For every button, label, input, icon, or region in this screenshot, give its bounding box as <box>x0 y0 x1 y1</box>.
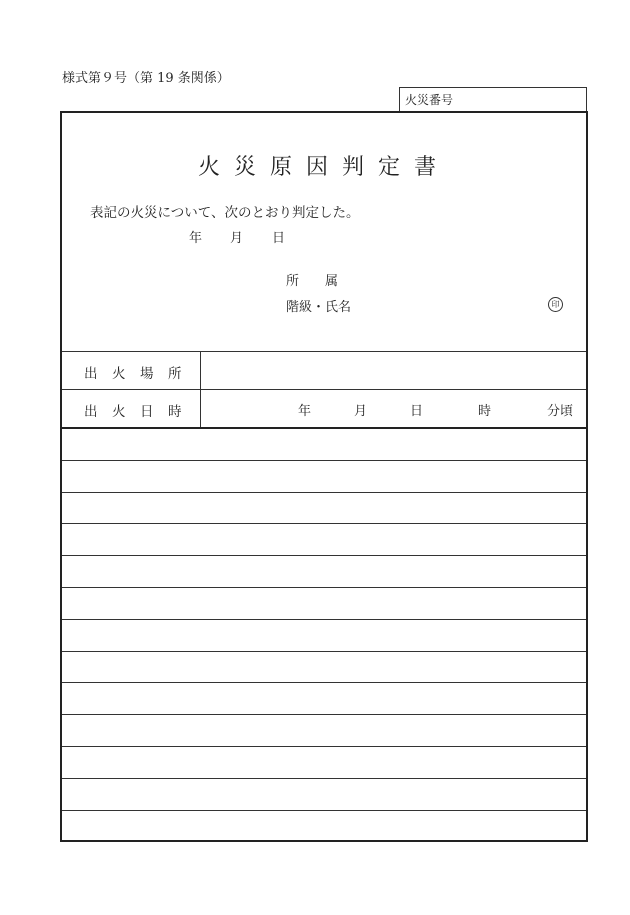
ruled-line <box>62 587 586 588</box>
fire-datetime-label <box>84 400 196 420</box>
datetime-day-label: 日 <box>410 404 424 419</box>
label-char: 日 <box>140 404 154 420</box>
date-month-label: 月 <box>230 231 244 246</box>
date-year-label: 年 <box>189 231 203 246</box>
datetime-hour-label: 時 <box>478 404 492 419</box>
rank-name-label: 階級・氏名 <box>286 300 352 315</box>
fire-number-field[interactable] <box>399 87 587 111</box>
label-char: 出 <box>84 404 98 420</box>
statement-text: 表記の火災について、次のとおり判定した。 <box>90 205 360 221</box>
ruled-line <box>62 778 586 779</box>
fire-number-label: 火災番号 <box>405 93 454 107</box>
section-divider <box>62 427 586 429</box>
ruled-line <box>62 619 586 620</box>
label-char: 火 <box>112 366 126 382</box>
ruled-line <box>62 714 586 715</box>
ruled-line <box>62 746 586 747</box>
datetime-minute-label: 分頃 <box>547 404 574 419</box>
ruled-line <box>62 810 586 811</box>
label-char: 場 <box>140 366 154 382</box>
label-char: 出 <box>84 366 98 382</box>
document-title: 火災原因判定書 <box>197 155 450 180</box>
ruled-line <box>62 651 586 652</box>
label-char: 火 <box>112 404 126 420</box>
ruled-line <box>62 492 586 493</box>
fire-location-field[interactable] <box>201 352 588 389</box>
ruled-line <box>62 460 586 461</box>
ruled-line <box>62 523 586 524</box>
fire-location-label <box>84 362 196 382</box>
seal-icon: 印 <box>548 297 563 312</box>
ruled-line <box>62 682 586 683</box>
ruled-line <box>62 555 586 556</box>
date-day-label: 日 <box>272 231 286 246</box>
datetime-year-label: 年 <box>298 404 312 419</box>
affiliation-label: 所 属 <box>286 274 339 289</box>
fire-datetime-field[interactable] <box>201 390 588 428</box>
document-frame <box>60 111 588 842</box>
datetime-month-label: 月 <box>354 404 368 419</box>
form-code: 様式第９号（第 19 条関係） <box>62 71 230 86</box>
label-char: 所 <box>168 366 182 382</box>
label-char: 時 <box>168 404 182 420</box>
